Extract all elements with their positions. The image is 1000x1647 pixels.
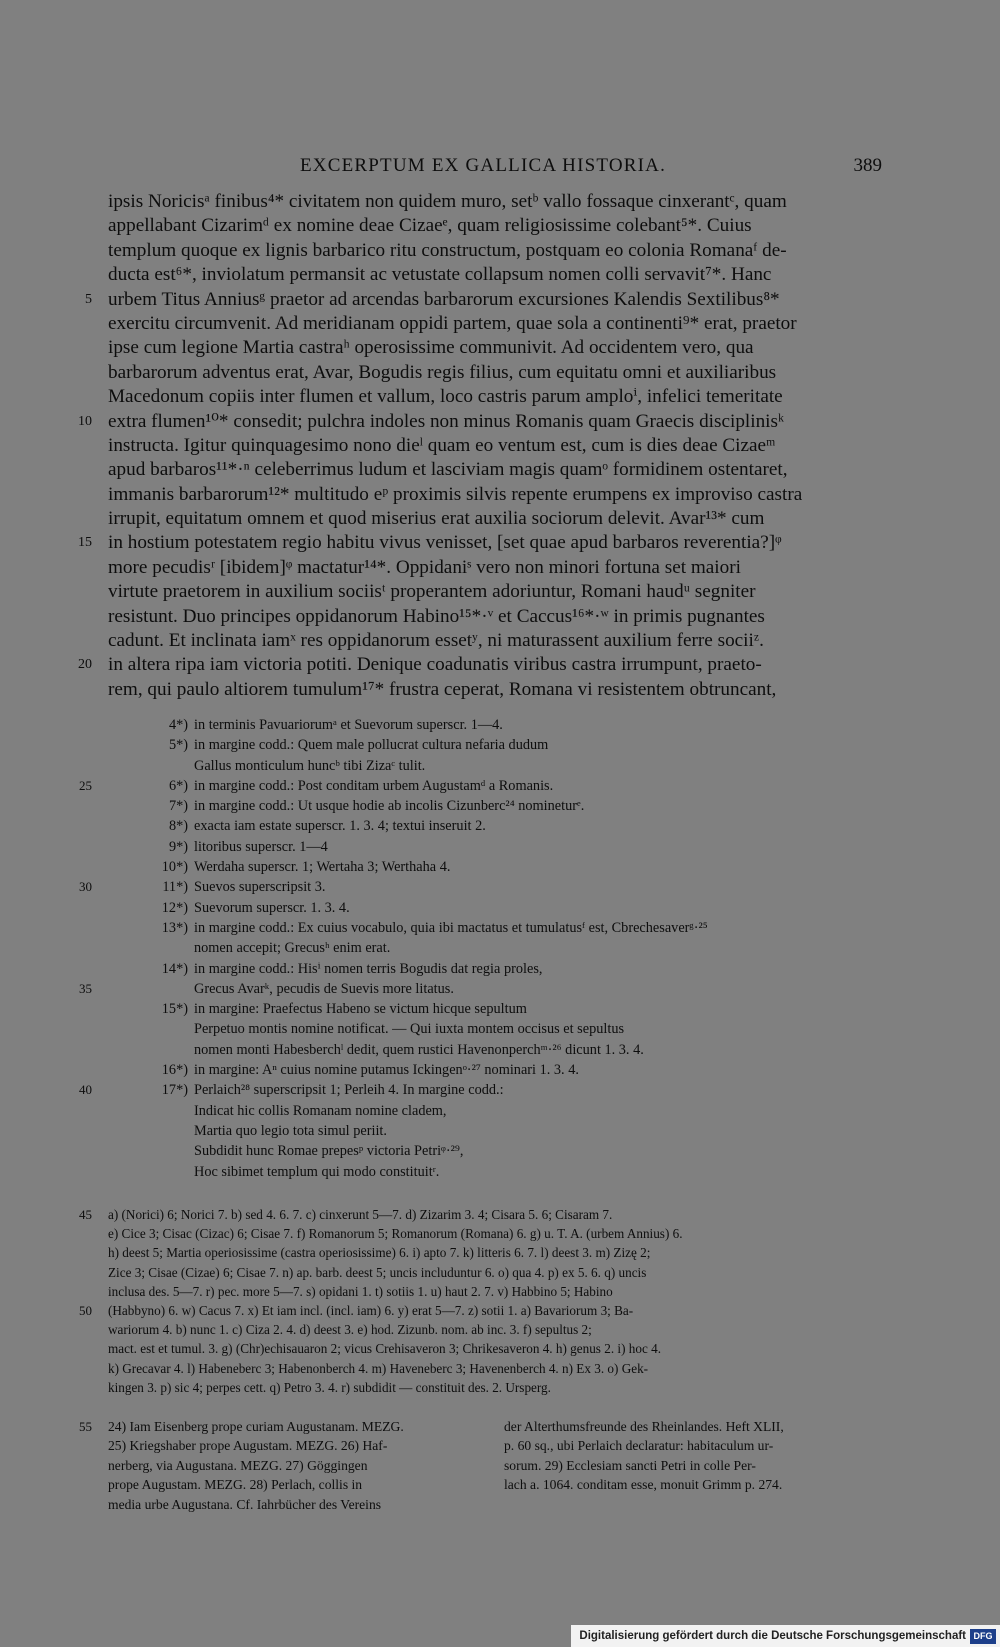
line-text: extra flumen¹⁰* consedit; pulchra indoles non minus Romanis quam Graecis disciplinisᵏ xyxy=(108,410,785,432)
footer-credit: Digitalisierung gefördert durch die Deutsche Forschungsgemeinschaft xyxy=(579,1630,966,1642)
page-header xyxy=(300,155,882,181)
text-line xyxy=(108,678,882,702)
text-line xyxy=(108,507,882,531)
line-text: nomen accepit; Grecusʰ enim erat. xyxy=(194,940,391,957)
commentary-left-column xyxy=(79,1417,488,1514)
note-line xyxy=(108,735,882,755)
note-line xyxy=(108,816,882,836)
line-text: virtute praetorem in auxilium sociisᵗ properantem adoriuntur, Romani haudᵘ segniter xyxy=(108,581,756,603)
line-text: 25) Kriegshaber prope Augustam. MEZG. 26) Haf- xyxy=(108,1438,388,1454)
text-line xyxy=(78,410,882,434)
line-text: exacta iam estate superscr. 1. 3. 4; textui inseruit 2. xyxy=(194,818,486,835)
note-line xyxy=(108,959,882,979)
commentary-line xyxy=(108,1436,488,1455)
line-text: appellabant Cizarimᵈ ex nomine deae Cizaeᵉ, quam religiosissime colebant⁵*. Cuius xyxy=(108,215,752,237)
apparatus-line xyxy=(108,1339,882,1358)
line-text: prope Augustam. MEZG. 28) Perlach, collis in xyxy=(108,1477,363,1493)
commentary-right-column xyxy=(504,1417,884,1495)
line-text: 24) Iam Eisenberg prope curiam Augustanam. MEZG. xyxy=(108,1419,404,1434)
line-text: Suevorum superscr. 1. 3. 4. xyxy=(194,899,350,916)
text-line xyxy=(85,288,882,312)
line-text: (Habbyno) 6. w) Cacus 7. x) Et iam incl. (incl. iam) 6. y) erat 5—7. z) sotii 1. a) Bavariorum 3; Ba- xyxy=(108,1302,634,1318)
line-text: Perlaich²⁸ superscripsit 1; Perleih 4. In margine codd.: xyxy=(194,1082,504,1099)
line-text: in terminis Pavuariorumᵃ et Suevorum superscr. 1—4. xyxy=(194,717,503,733)
commentary-line xyxy=(108,1456,488,1475)
line-text: Gallus monticulum huncᵇ tibi Zizaᶜ tulit. xyxy=(194,757,426,774)
text-line xyxy=(108,214,882,238)
note-line xyxy=(108,898,882,918)
line-text: nomen monti Habesberchˡ dedit, quem rustici Havenonperchᵐ·²⁶ dicunt 1. 3. 4. xyxy=(194,1041,644,1058)
note-number: 9*) xyxy=(168,838,188,855)
note-line xyxy=(108,796,882,816)
text-line xyxy=(108,312,882,336)
line-text: instructa. Igitur quinquagesimo nono dieˡ quam eo ventum est, cum is dies deae Cizaeᵐ xyxy=(108,434,776,456)
line-text: Martia quo legio tota simul periit. xyxy=(194,1122,387,1139)
note-line xyxy=(79,1080,882,1100)
line-text: k) Grecavar 4. l) Habeneberc 3; Habenonberch 4. m) Haveneberc 3; Havenenberch 4. n) Ex 3. o) Gek- xyxy=(108,1360,649,1376)
line-text: urbem Titus Anniusᵍ praetor ad arcendas barbarorum excursiones Kalendis Sextilibus⁸* xyxy=(108,288,780,310)
line-number: 50 xyxy=(79,1302,92,1318)
apparatus-line xyxy=(79,1301,882,1320)
line-text: in hostium potestatem regio habitu vivus venisset, [set quae apud barbaros reverentia?]ᵠ xyxy=(108,532,782,554)
note-number: 16*) xyxy=(161,1062,188,1079)
note-line xyxy=(108,1101,882,1121)
line-text: a) (Norici) 6; Norici 7. b) sed 4. 6. 7. c) cinxerunt 5—7. d) Zizarim 3. 4; Cisara 5. 6; Cisaram 7. xyxy=(108,1207,613,1222)
apparatus-line xyxy=(108,1224,882,1243)
line-text: Macedonum copiis inter flumen et vallum, loco castris parum amploⁱ, infelici temeritate xyxy=(108,386,783,408)
note-line xyxy=(108,1060,882,1080)
text-line xyxy=(108,385,882,409)
line-text: in margine: Aⁿ cuius nomine putamus Ickingenᵒ·²⁷ nominari 1. 3. 4. xyxy=(194,1062,579,1079)
commentary-line xyxy=(504,1417,884,1436)
note-line xyxy=(108,1019,882,1039)
note-line xyxy=(79,979,882,999)
text-line xyxy=(108,434,882,458)
line-number: 15 xyxy=(78,535,92,551)
line-text: in margine codd.: Hisⁱ nomen terris Bogudis dat regia proles, xyxy=(194,960,543,977)
dfg-logo: DFG xyxy=(970,1629,996,1644)
line-text: sorum. 29) Ecclesiam sancti Petri in colle Per- xyxy=(504,1457,756,1473)
note-line xyxy=(108,1162,882,1182)
line-number: 10 xyxy=(78,413,92,429)
apparatus-line xyxy=(79,1205,882,1224)
note-line xyxy=(108,1141,882,1161)
note-number: 13*) xyxy=(161,919,188,936)
note-number: 12*) xyxy=(161,899,188,916)
line-text: h) deest 5; Martia operiosissime (castra operiosissime) 6. i) apto 7. k) litteris 6. 7. l) deest 3. m) Zizę 2; xyxy=(108,1245,651,1261)
note-line xyxy=(108,1040,882,1060)
line-number: 40 xyxy=(79,1082,92,1098)
line-text: resistunt. Duo principes oppidanorum Habino¹⁵*·ᵛ et Caccus¹⁶*·ʷ in primis pugnantes xyxy=(108,605,765,627)
note-number: 15*) xyxy=(161,1001,188,1018)
line-number: 30 xyxy=(79,879,92,895)
note-number: 10*) xyxy=(161,859,188,876)
text-line xyxy=(108,190,882,214)
page-number: 389 xyxy=(853,155,882,176)
line-text: wariorum 4. b) nunc 1. c) Ciza 2. 4. d) deest 3. e) hod. Zizunb. nom. ab inc. 3. f) sepultus 2; xyxy=(108,1322,592,1338)
line-number: 20 xyxy=(78,657,92,673)
line-text: der Alterthumsfreunde des Rheinlandes. Heft XLII, xyxy=(504,1419,784,1434)
text-line xyxy=(108,458,882,482)
apparatus-line xyxy=(108,1320,882,1339)
text-line xyxy=(108,361,882,385)
note-number: 5*) xyxy=(168,737,188,754)
line-number: 25 xyxy=(79,777,92,793)
commentary-line xyxy=(504,1456,884,1475)
commentary-line xyxy=(504,1475,884,1494)
text-line xyxy=(78,531,882,555)
line-text: templum quoque ex lignis barbarico ritu constructum, postquam eo colonia Romanaᶠ de- xyxy=(108,239,787,261)
note-number: 6*) xyxy=(168,777,188,794)
line-text: Suevos superscripsit 3. xyxy=(194,879,326,896)
note-number: 11*) xyxy=(162,879,188,896)
text-line xyxy=(108,336,882,360)
running-title: EXCERPTUM EX GALLICA HISTORIA. xyxy=(300,155,667,176)
note-number: 7*) xyxy=(168,798,188,815)
main-text xyxy=(78,190,882,702)
text-line xyxy=(108,580,882,604)
note-line xyxy=(108,938,882,958)
note-line xyxy=(79,877,882,897)
line-text: apud barbaros¹¹*·ⁿ celeberrimus ludum et lasciviam magis quamᵒ formidinem ostentaret, xyxy=(108,459,788,481)
text-line xyxy=(108,483,882,507)
note-number: 4*) xyxy=(168,717,188,733)
line-text: Hoc sibimet templum qui modo constituitʳ. xyxy=(194,1163,440,1180)
line-text: in margine codd.: Ex cuius vocabulo, quia ibi mactatus et tumulatusᶠ est, Cbrechesaverᵍ·²⁵ xyxy=(194,919,708,936)
text-line xyxy=(108,556,882,580)
line-text: Indicat hic collis Romanam nomine cladem, xyxy=(194,1102,447,1119)
note-line xyxy=(79,776,882,796)
marginal-notes xyxy=(79,715,882,1182)
note-line xyxy=(108,857,882,877)
note-line xyxy=(108,756,882,776)
note-line xyxy=(108,1121,882,1141)
critical-apparatus xyxy=(79,1205,882,1397)
line-number: 35 xyxy=(79,980,92,996)
apparatus-line xyxy=(108,1282,882,1301)
line-text: ipse cum legione Martia castraʰ operosissime communivit. Ad occidentem vero, qua xyxy=(108,337,754,359)
line-text: rem, qui paulo altiorem tumulum¹⁷* frustra ceperat, Romana vi resistentem obtruncant, xyxy=(108,678,777,700)
line-text: media urbe Augustana. Cf. Iahrbücher des Vereins xyxy=(108,1496,382,1512)
apparatus-line xyxy=(108,1243,882,1262)
note-line xyxy=(108,999,882,1019)
line-text: p. 60 sq., ubi Perlaich declaratur: habitaculum ur- xyxy=(504,1438,774,1454)
apparatus-line xyxy=(108,1378,882,1397)
apparatus-line xyxy=(108,1263,882,1282)
text-line xyxy=(78,653,882,677)
text-line xyxy=(108,239,882,263)
line-text: nerberg, via Augustana. MEZG. 27) Göggingen xyxy=(108,1457,368,1473)
text-line xyxy=(108,629,882,653)
commentary-line xyxy=(108,1495,488,1514)
line-text: exercitu circumvenit. Ad meridianam oppidi partem, quae sola a continenti⁹* erat, praetor xyxy=(108,312,797,334)
note-line xyxy=(108,837,882,857)
line-text: Grecus Avarᵏ, pecudis de Suevis more litatus. xyxy=(194,980,454,997)
line-text: kingen 3. p) sic 4; perpes cett. q) Petro 3. 4. r) subdidit — constituit des. 2. Ursperg. xyxy=(108,1379,551,1395)
line-text: irrupit, equitatum omnem et quod miserius erat auxilia sociorum delevit. Avar¹³* cum xyxy=(108,508,765,530)
text-line xyxy=(108,263,882,287)
note-number: 17*) xyxy=(161,1082,188,1099)
note-line xyxy=(108,715,882,735)
line-text: inclusa des. 5—7. r) pec. more 5—7. s) opidani 1. t) sotiis 1. u) haut 2. 7. v) Habbino 5; Habino xyxy=(108,1283,613,1299)
line-text: ipsis Noricisᵃ finibus⁴* civitatem non quidem muro, setᵇ vallo fossaque cinxerantᶜ, quam xyxy=(108,191,787,212)
line-number: 55 xyxy=(79,1419,92,1434)
line-number: 5 xyxy=(85,291,92,307)
line-text: in margine codd.: Post conditam urbem Augustamᵈ a Romanis. xyxy=(194,777,554,794)
line-text: e) Cice 3; Cisac (Cizac) 6; Cisae 7. f) Romanorum 5; Romanorum (Romana) 6. g) u. T. A. (urbem Annius) 6. xyxy=(108,1226,683,1242)
commentary-line xyxy=(79,1417,488,1436)
line-text: in altera ripa iam victoria potiti. Denique coadunatis viribus castra irrumpunt, praeto- xyxy=(108,654,762,676)
line-text: immanis barbarorum¹²* multitudo eᵖ proximis silvis repente erumpens ex improviso castra xyxy=(108,483,803,505)
line-text: Zice 3; Cisae (Cizae) 6; Cisae 7. n) ap. barb. deest 5; uncis includuntur 6. o) qua 4. p) ex 5. 6. q) uncis xyxy=(108,1264,647,1280)
line-text: Perpetuo montis nomine notificat. — Qui iuxta montem occisus et sepultus xyxy=(194,1021,625,1038)
line-text: in margine codd.: Quem male pollucrat cultura nefaria dudum xyxy=(194,737,549,754)
line-text: in margine codd.: Ut usque hodie ab incolis Cizunberc²⁴ nomineturᵉ. xyxy=(194,798,585,815)
line-text: ducta est⁶*, inviolatum permansit ac vetustate collapsum nomen colli servavit⁷*. Hanc xyxy=(108,264,772,286)
line-text: litoribus superscr. 1—4 xyxy=(194,838,328,855)
commentary-line xyxy=(504,1436,884,1455)
line-number: 45 xyxy=(79,1207,92,1222)
note-line xyxy=(108,918,882,938)
commentary-line xyxy=(108,1475,488,1494)
line-text: barbarorum adventus erat, Avar, Bogudis regis filius, cum equitatu omni et auxiliaribus xyxy=(108,361,777,383)
note-number: 14*) xyxy=(161,960,188,977)
line-text: mact. est et tumul. 3. g) (Chr)echisauaron 2; vicus Crehisaveron 3; Chrikesaveron 4. h) genus 2. i) hoc 4. xyxy=(108,1341,662,1357)
line-text: Subdidit hunc Romae prepesᵖ victoria Petriᵠ·²⁹, xyxy=(194,1143,464,1160)
line-text: in margine: Praefectus Habeno se victum hicque sepultum xyxy=(194,1001,527,1018)
line-text: cadunt. Et inclinata iamˣ res oppidanorum essetʸ, ni maturassent auxilium ferre sociiᶻ. xyxy=(108,630,764,652)
digitization-footer xyxy=(571,1625,1000,1647)
apparatus-line xyxy=(108,1359,882,1378)
line-text: Werdaha superscr. 1; Wertaha 3; Werthaha 4. xyxy=(194,859,451,876)
line-text: lach a. 1064. conditam esse, monuit Grimm p. 274. xyxy=(504,1477,783,1493)
note-number: 8*) xyxy=(168,818,188,835)
text-line xyxy=(108,605,882,629)
line-text: more pecudisʳ [ibidem]ᵠ mactatur¹⁴*. Oppidaniˢ vero non minori fortuna set maiori xyxy=(108,556,741,578)
